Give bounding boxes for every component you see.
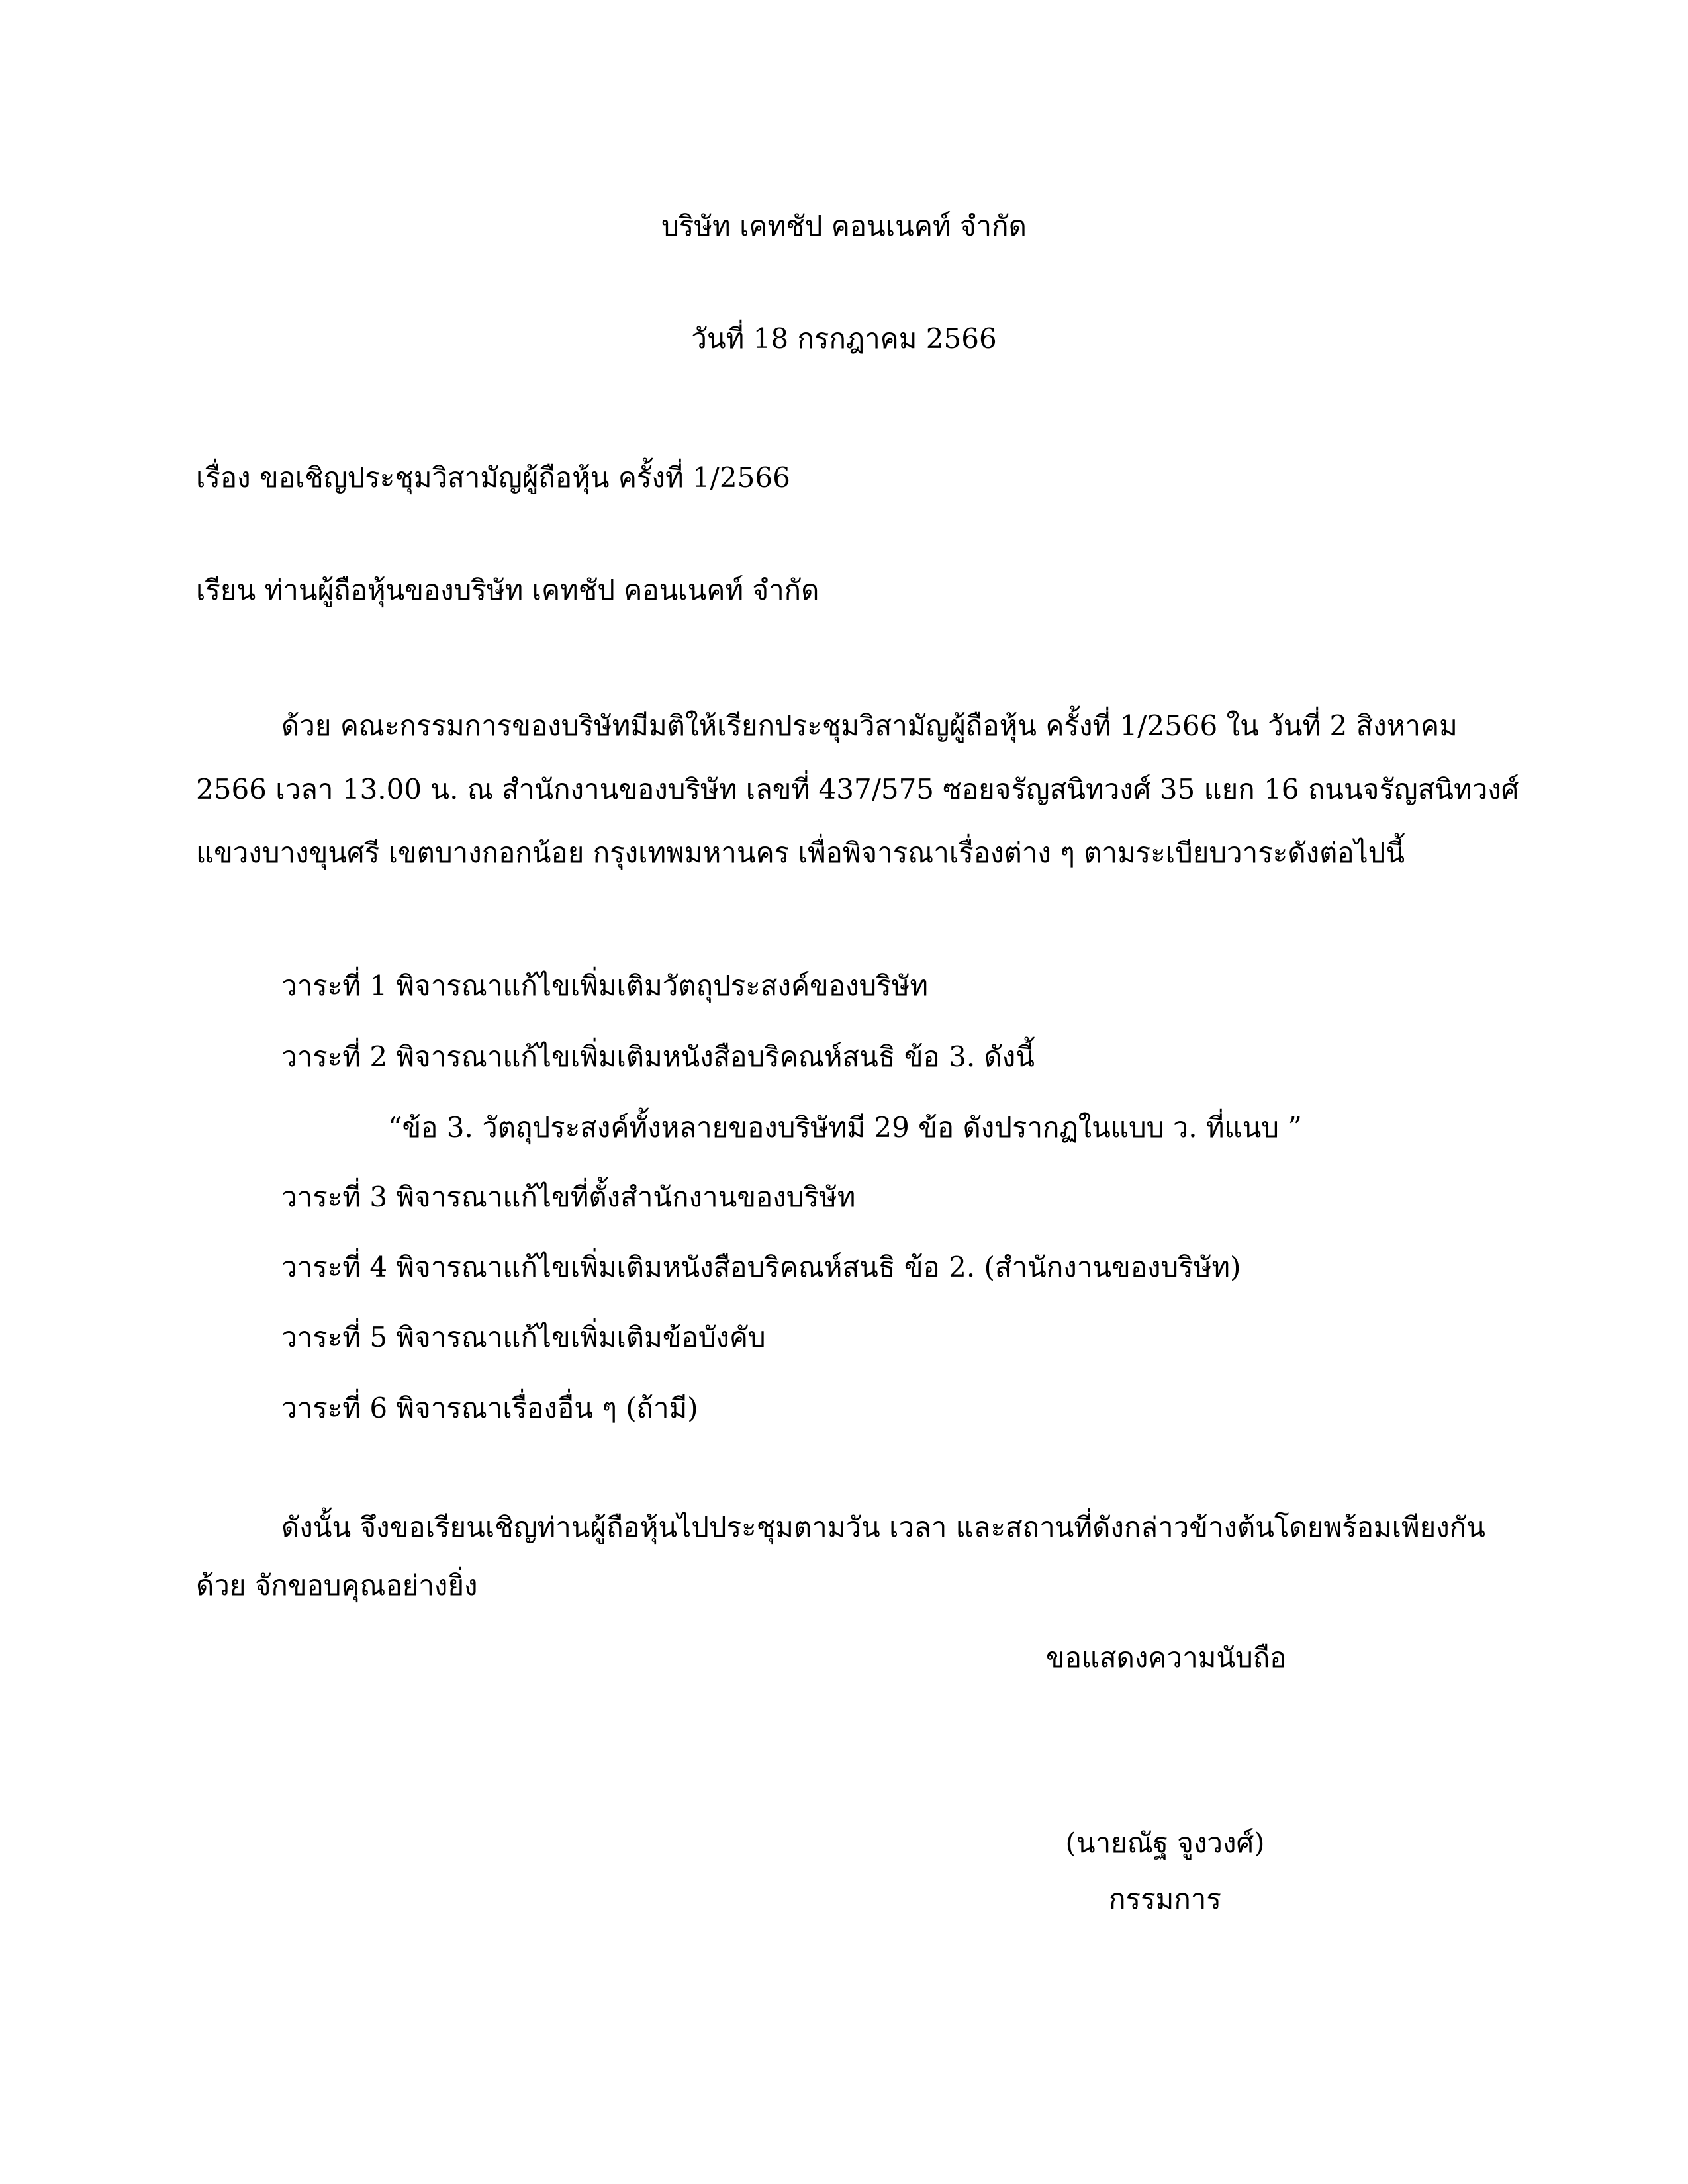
agenda-item: วาระที่ 3 พิจารณาแก้ไขที่ตั้งสำนักงานของบริษัท — [281, 1181, 856, 1213]
agenda-item: วาระที่ 4 พิจารณาแก้ไขเพิ่มเติมหนังสือบริคณห์สนธิ ข้อ 2. (สำนักงานของบริษัท) — [281, 1251, 1241, 1283]
closing-salutation: ขอแสดงความนับถือ — [1046, 1641, 1287, 1674]
paragraph-line: 2566 เวลา 13.00 น. ณ สำนักงานของบริษัท เลขที่ 437/575 ซอยจรัญสนิทวงศ์ 35 แยก 16 ถนนจรัญสนิทวงศ์ — [196, 773, 1519, 805]
agenda-item: วาระที่ 5 พิจารณาแก้ไขเพิ่มเติมข้อบังคับ — [281, 1321, 766, 1353]
paragraph-line: แขวงบางขุนศรี เขตบางกอกน้อย กรุงเทพมหานคร เพื่อพิจารณาเรื่องต่าง ๆ ตามระเบียบวาระดังต่อไปนี้ — [196, 837, 1405, 869]
paragraph-line: ดังนั้น จึงขอเรียนเชิญท่านผู้ถือหุ้นไปประชุมตามวัน เวลา และสถานที่ดังกล่าวข้างต้นโดยพร้อมเพียงกัน — [281, 1511, 1485, 1543]
agenda-item: วาระที่ 1 พิจารณาแก้ไขเพิ่มเติมวัตถุประสงค์ของบริษัท — [281, 970, 929, 1002]
subject-line: เรื่อง ขอเชิญประชุมวิสามัญผู้ถือหุ้น ครั้งที่ 1/2566 — [196, 461, 790, 494]
agenda-item: วาระที่ 6 พิจารณาเรื่องอื่น ๆ (ถ้ามี) — [281, 1392, 698, 1424]
agenda-quote: “ข้อ 3. วัตถุประสงค์ทั้งหลายของบริษัทมี 29 ข้อ ดังปรากฏในแบบ ว. ที่แนบ ” — [388, 1111, 1302, 1144]
signer-name: (นายณัฐ จูงวงศ์) — [1065, 1827, 1265, 1859]
company-name: บริษัท เคทชัป คอนเนคท์ จำกัด — [661, 210, 1027, 242]
agenda-item: วาระที่ 2 พิจารณาแก้ไขเพิ่มเติมหนังสือบริคณห์สนธิ ข้อ 3. ดังนี้ — [281, 1040, 1035, 1073]
paragraph-line: ด้วย คณะกรรมการของบริษัทมีมติให้เรียกประชุมวิสามัญผู้ถือหุ้น ครั้งที่ 1/2566 ใน วันที่ 2 สิงหาคม — [281, 709, 1458, 742]
salutation-line: เรียน ท่านผู้ถือหุ้นของบริษัท เคทชัป คอนเนคท์ จำกัด — [196, 574, 820, 606]
paragraph-line: ด้วย จักขอบคุณอย่างยิ่ง — [196, 1569, 478, 1602]
signer-title: กรรมการ — [1109, 1883, 1221, 1915]
letter-date: วันที่ 18 กรกฎาคม 2566 — [691, 322, 997, 355]
